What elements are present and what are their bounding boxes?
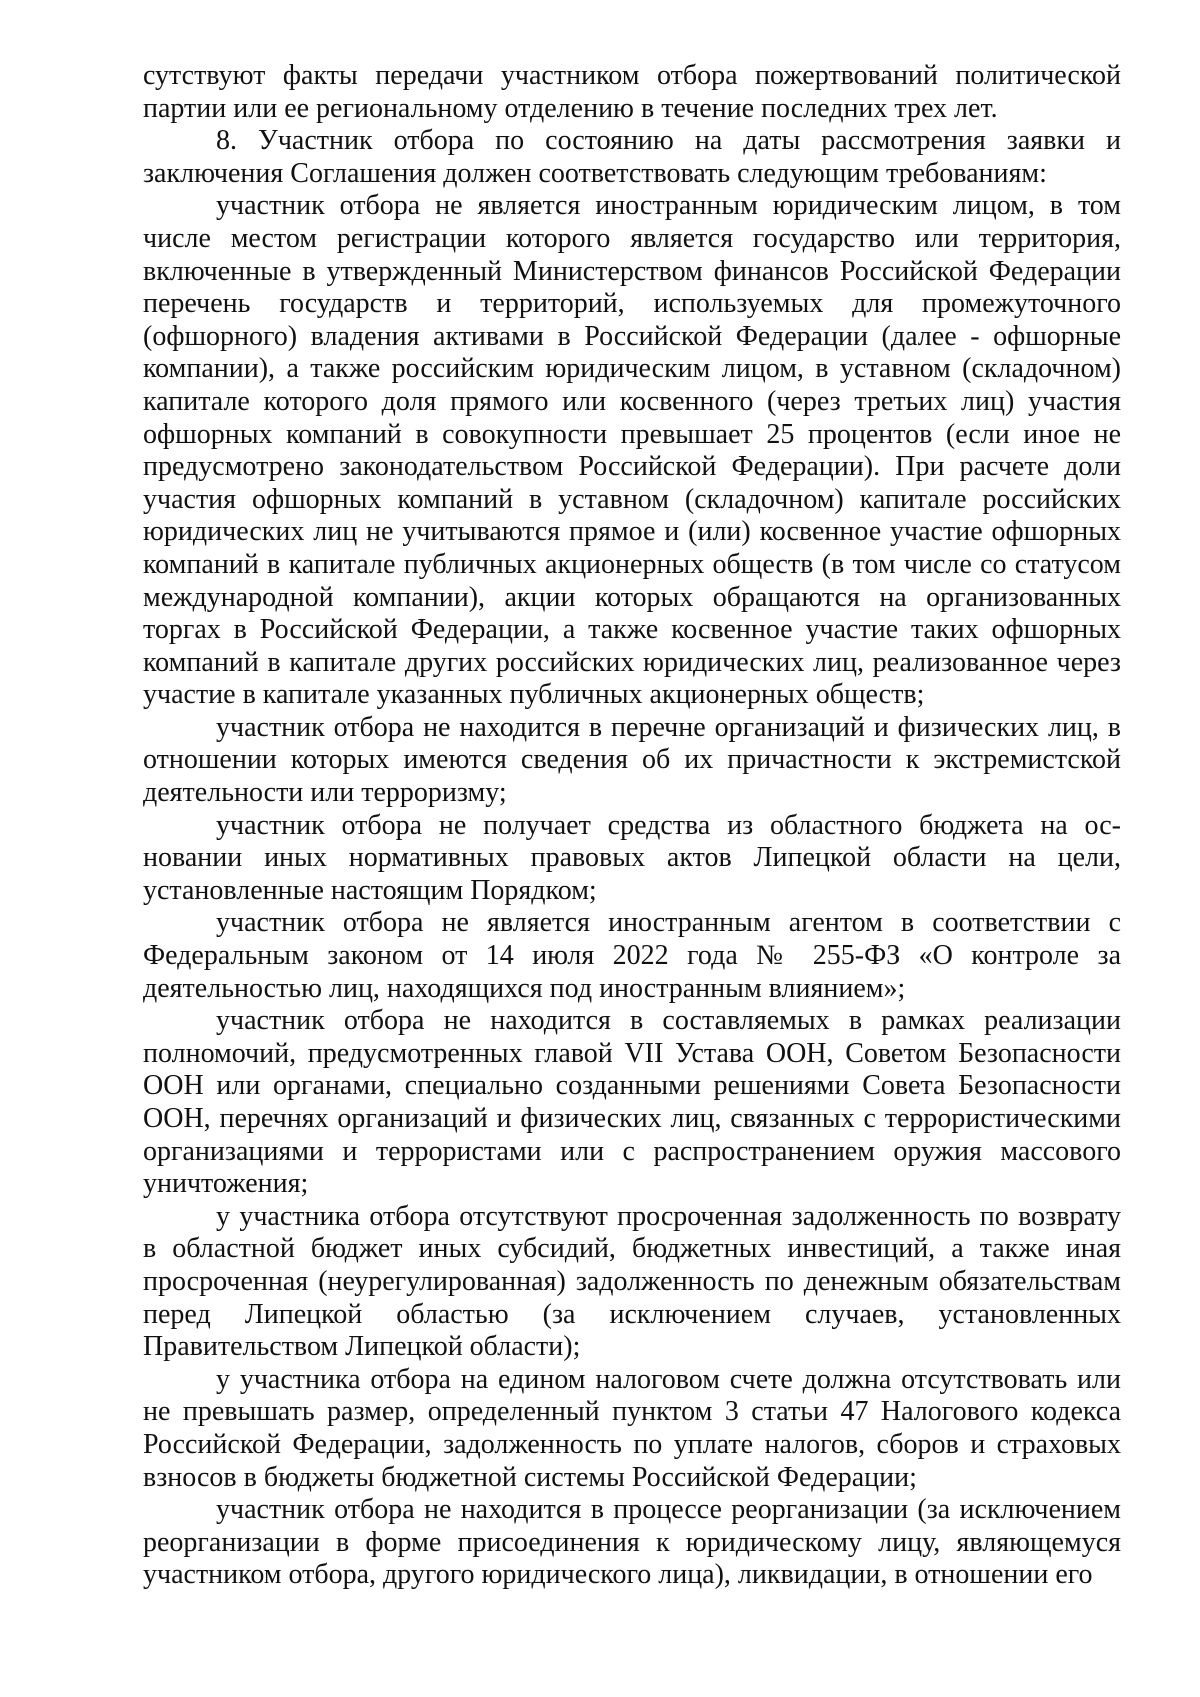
paragraph-extremism-requirement: участник отбора не находится в перечне организаций и физических лиц, в отношении которых имеются сведения об их причастности к экстремистской деятельности или терроризму;: [143, 711, 1121, 809]
paragraph-foreign-agent-requirement: участник отбора не является иностранным агентом в соответствии с Федеральным законом от 14 июля 2022 года № 255-ФЗ «О контроле за деятельностью лиц, находящихся под иностранным влиянием»;: [143, 907, 1121, 1004]
paragraph-item-8: 8. Участник отбора по состоянию на даты рассмотрения заявки и заключения Соглашения должен соответствовать следующим требованиям:: [143, 125, 1121, 189]
paragraph-reorganization-requirement: участник отбора не находится в процессе реорганизации (за исключением реорганизации в форме присоединения к юридическому лицу, являющемуся участником отбора, другого юридического лица), ликвидации, в отношении его: [143, 1494, 1121, 1591]
paragraph-offshore-requirement: участник отбора не является иностранным юридическим лицом, в том числе местом регистрации которого является государство или территория, включенные в утвержденный Министерством финансов Российской Федерации перечень государств и территорий, используемых для промежуточного (офшорного) владения активами в Российской Федерации (далее - офшорные компании), а также российским юридическим лицом, в уставном (складочном) капитале которого доля прямого или косвенного (через третьих лиц) участия офшорных компаний в совокупности превышает 25 процентов (если иное не предусмотрено законодательством Российской Федерации). При расчете доли участия офшорных компаний в уставном (складочном) капитале российских юридических лиц не учитываются прямое и (или) косвенное участие офшорных компаний в капитале публичных акционерных обществ (в том числе со статусом международной компании), акции которых обращаются на организованных торгах в Российской Федерации, а также косвенное участие таких офшорных компаний в капитале других российских юридических лиц, реализованное через участие в капитале указанных публичных акционерных обществ;: [143, 190, 1121, 711]
paragraph-un-lists-requirement: участник отбора не находится в составляемых в рамках реализации полномочий, предусмотренных главой VII Устава ООН, Советом Безопасности ООН или органами, специально созданными решениями Совета Безопасности ООН, перечнях организаций и физических лиц, связанных с террористическими организациями и террористами или с распространением оружия массового уничтожения;: [143, 1005, 1121, 1200]
paragraph-tax-account-requirement: у участника отбора на едином налоговом счете должна отсутствовать или не превышать размер, определенный пунктом 3 статьи 47 Налогового кодекса Российской Федерации, задолженность по уплате налогов, сборов и страховых взносов в бюджеты бюджетной системы Российской Федерации;: [143, 1363, 1121, 1493]
paragraph-budget-funds-requirement: участник отбора не получает средства из областного бюджета на основании иных нормативных правовых актов Липецкой области на цели, установленные настоящим Порядком;: [143, 809, 1121, 906]
document-page: [143, 60, 1121, 1592]
paragraph-continuation: сутствуют факты передачи участником отбора пожертвований политической партии или ее региональному отделению в течение последних трех лет.: [143, 60, 1121, 124]
paragraph-overdue-debt-requirement: у участника отбора отсутствуют просроченная задолженность по возврату в областной бюджет иных субсидий, бюджетных инвестиций, а также иная просроченная (неурегулированная) задолженность по денежным обязательствам перед Липецкой областью (за исключением случаев, установленных Правительством Липецкой области);: [143, 1200, 1121, 1363]
